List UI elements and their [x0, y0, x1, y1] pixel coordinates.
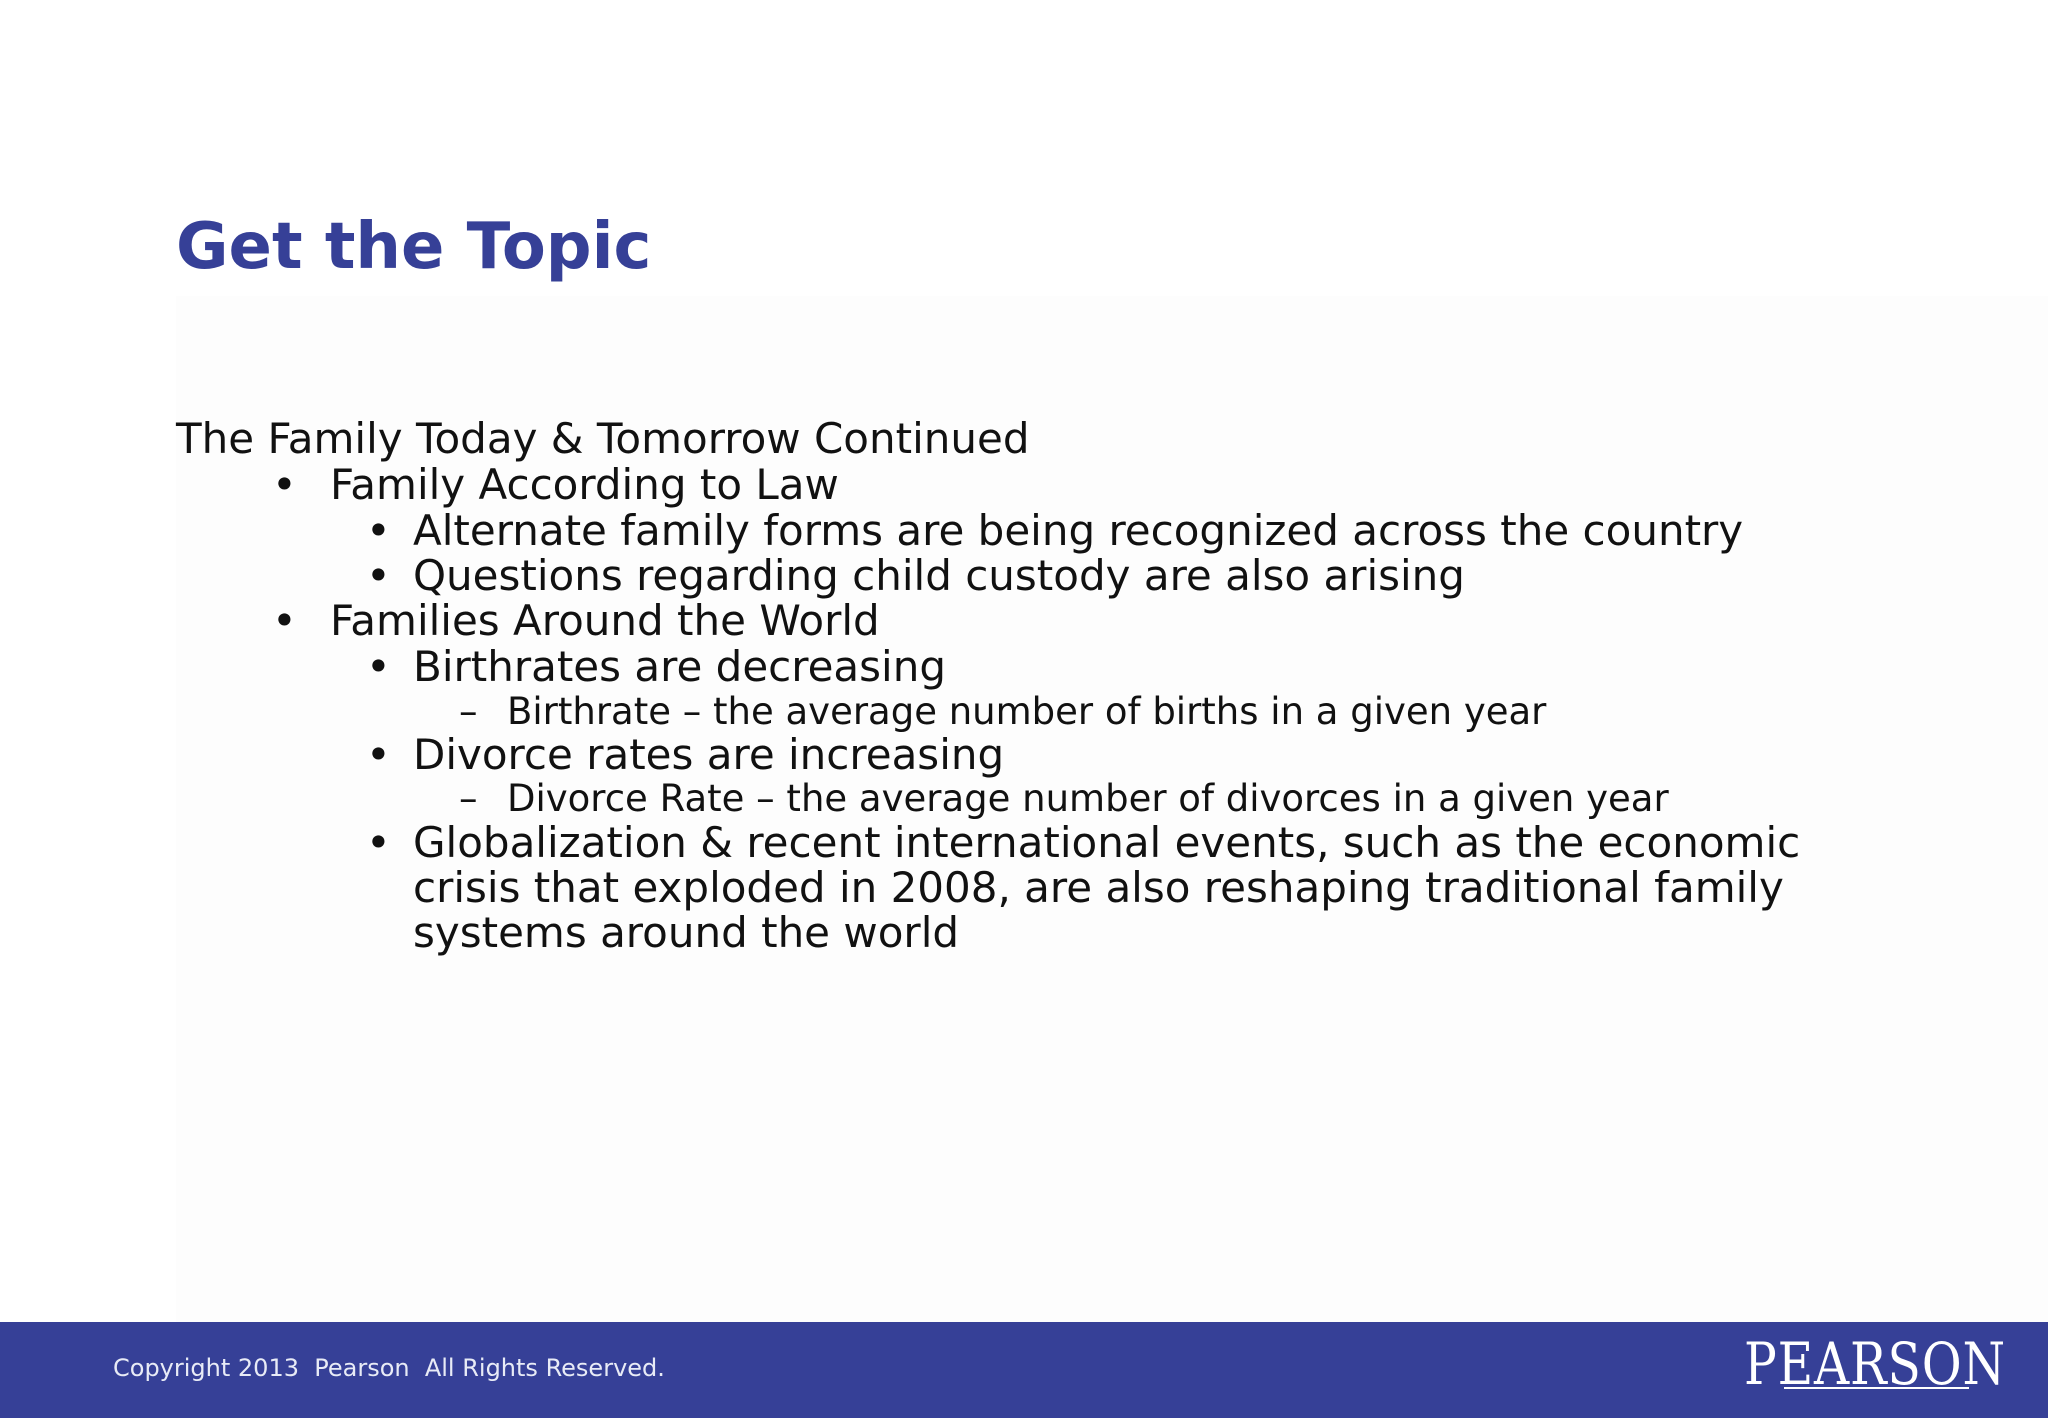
list-item: Questions regarding child custody are also arising	[413, 551, 1465, 600]
dash-marker: –	[459, 690, 478, 733]
pearson-logo	[1744, 1330, 2009, 1398]
definition-item: Divorce Rate – the average number of divorces in a given year	[507, 777, 1669, 820]
pearson-logo-mark	[1744, 1330, 2009, 1398]
list-item: Birthrates are decreasing	[413, 642, 946, 691]
list-item-line: Globalization & recent international events, such as the economic	[413, 818, 1801, 867]
bullet-marker: •	[366, 642, 391, 691]
dash-marker: –	[459, 777, 478, 820]
bullet-marker: •	[366, 506, 391, 555]
bullet-marker: •	[366, 551, 391, 600]
list-item-line: crisis that exploded in 2008, are also reshaping traditional family	[413, 863, 1784, 912]
section-label: Families Around the World	[330, 596, 880, 645]
bullet-marker: •	[272, 460, 297, 509]
list-item: Divorce rates are increasing	[413, 730, 1005, 779]
bullet-marker: •	[366, 730, 391, 779]
copyright-notice: Copyright 2013 Pearson All Rights Reserved.	[113, 1354, 665, 1382]
section-label: Family According to Law	[330, 460, 839, 509]
logo-wordmark: PEARSON	[1744, 1330, 2006, 1398]
definition-item: Birthrate – the average number of births in a given year	[507, 690, 1547, 733]
list-item-line: systems around the world	[413, 908, 960, 957]
bullet-marker: •	[366, 818, 391, 867]
slide-title: Get the Topic	[176, 210, 652, 284]
list-item: Alternate family forms are being recognized across the country	[413, 506, 1744, 555]
bullet-marker: •	[272, 596, 297, 645]
body-heading: The Family Today & Tomorrow Continued	[176, 414, 1030, 463]
